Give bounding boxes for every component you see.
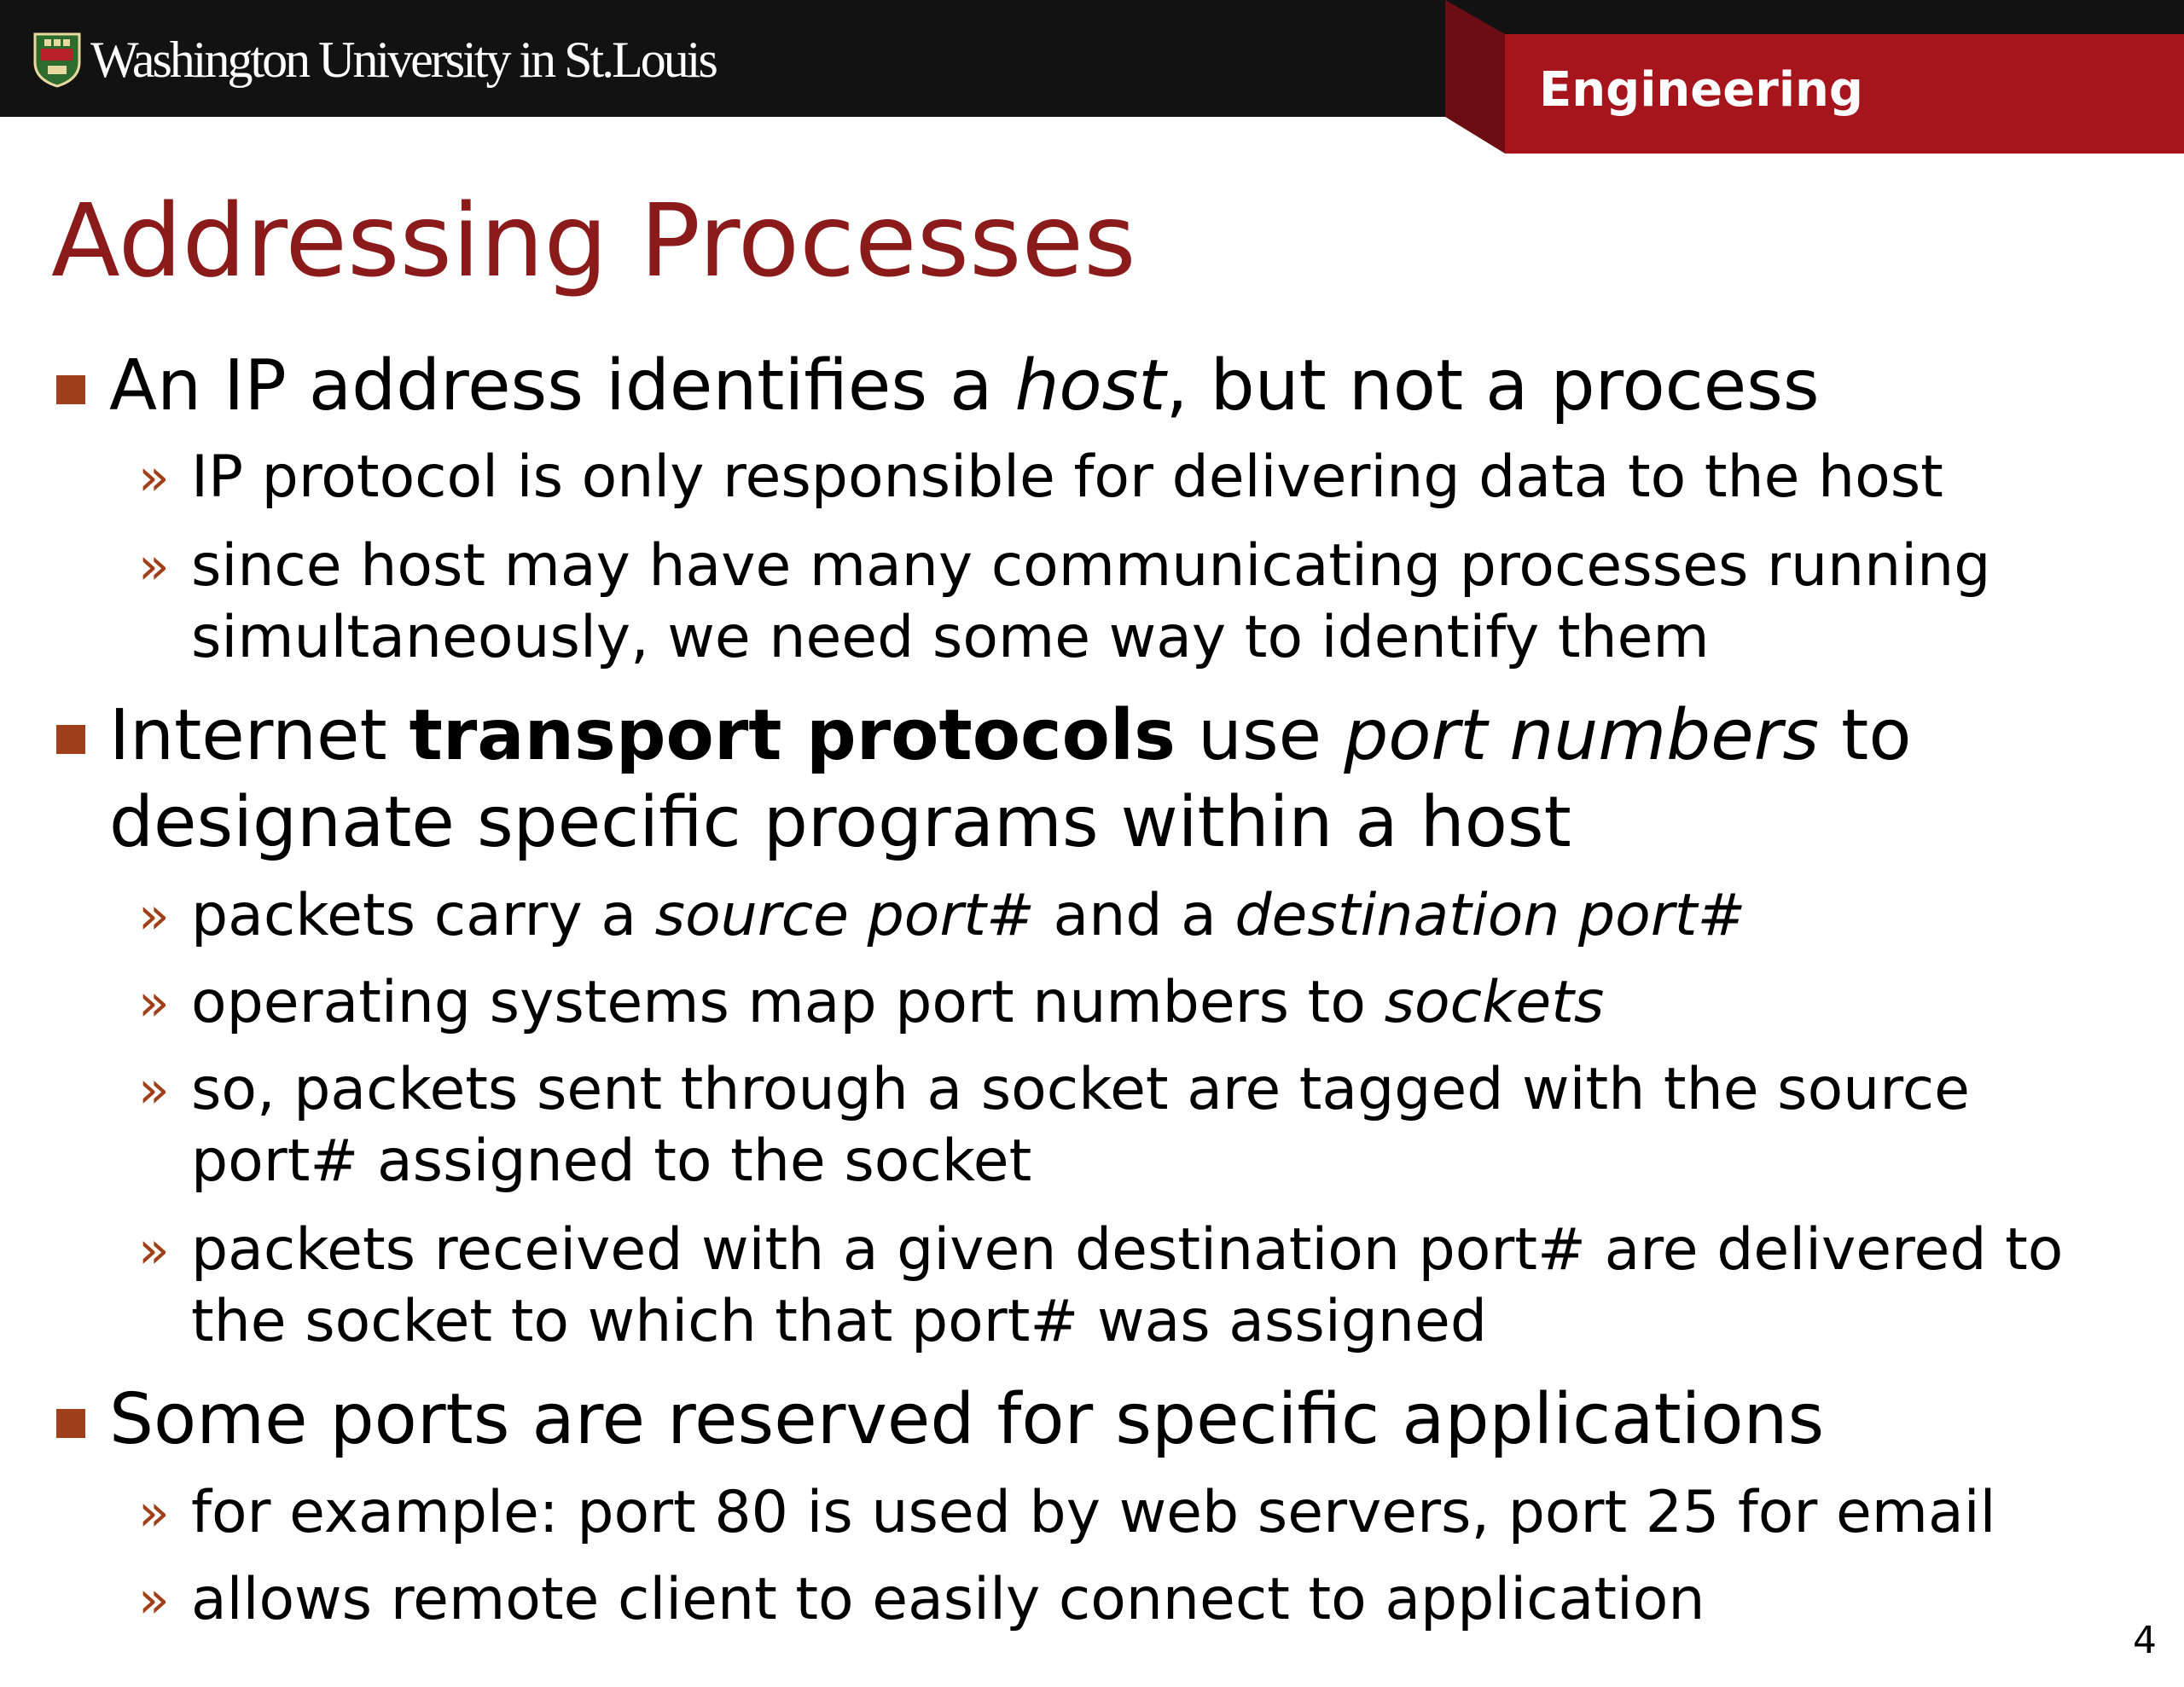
sub-bullet-text: the socket to which that port# was assigned — [191, 1288, 1487, 1355]
bullet-level1 — [109, 1377, 2157, 1464]
sub-bullet-text: allows remote client to easily connect to application — [191, 1566, 1705, 1633]
chevron-right-icon: » — [138, 536, 170, 596]
bullet-level2 — [138, 1477, 2170, 1549]
sub-bullet-text: packets carry a — [191, 882, 655, 949]
chevron-right-icon: » — [138, 1570, 170, 1630]
sub-bullet-line — [191, 967, 2170, 1039]
bullet-line: designate specific programs within a host — [109, 782, 1571, 863]
square-bullet-icon — [56, 725, 85, 754]
bullet-level2 — [138, 530, 2170, 674]
sub-bullet-italic-text: destination port# — [1234, 882, 1746, 949]
chevron-right-icon: » — [138, 973, 170, 1033]
chevron-right-icon: » — [138, 1060, 170, 1120]
university-name: Washington University in St.Louis — [90, 32, 716, 88]
sub-bullet-line — [191, 880, 2170, 952]
bullet-level2 — [138, 1215, 2170, 1358]
bullet-level1 — [109, 693, 2157, 867]
square-bullet-icon — [56, 375, 85, 404]
bullet-level1 — [109, 343, 2157, 430]
bullet-text: Internet — [109, 695, 410, 776]
page-number: 4 — [2133, 1619, 2157, 1662]
sub-bullet-text: packets received with a given destination port# are delivered to — [191, 1216, 2064, 1284]
bullet-line — [109, 693, 2157, 780]
chevron-right-icon: » — [138, 448, 170, 507]
bullet-italic-text: host — [1014, 345, 1166, 426]
sub-bullet-text: and a — [1034, 882, 1235, 949]
chevron-right-icon: » — [138, 1220, 170, 1280]
bullet-bold-text: transport protocols — [409, 695, 1176, 776]
bullet-text: to — [1819, 695, 1912, 776]
sub-bullet-text: for example: port 80 is used by web servers, port 25 for email — [191, 1479, 1996, 1546]
university-logo — [32, 31, 716, 89]
bullet-text: , but not a process — [1165, 345, 1820, 426]
sub-bullet-text: simultaneously, we need some way to identify them — [191, 604, 1710, 671]
bullet-text: Some ports are reserved for specific applications — [109, 1379, 1825, 1460]
square-bullet-icon — [56, 1409, 85, 1438]
slide-title: Addressing Processes — [51, 182, 1136, 299]
bullet-line — [109, 343, 2157, 430]
bullet-level2 — [138, 442, 2170, 513]
bullet-level2 — [138, 1564, 2170, 1636]
sub-bullet-text: IP protocol is only responsible for delivering data to the host — [191, 443, 1943, 511]
shield-icon — [32, 32, 82, 88]
sub-bullet-text: port# assigned to the socket — [191, 1128, 1032, 1195]
bullet-italic-text: port numbers — [1344, 695, 1820, 776]
chevron-right-icon: » — [138, 1483, 170, 1543]
bullet-text: use — [1175, 695, 1345, 776]
sub-bullet-text: so, packets sent through a socket are tagged with the source — [191, 1056, 1970, 1123]
sub-bullet-italic-text: source port# — [654, 882, 1035, 949]
sub-bullet-text: operating systems map port numbers to — [191, 969, 1385, 1036]
bullet-text: An IP address identifies a — [109, 345, 1015, 426]
bullet-level2 — [138, 967, 2170, 1039]
sub-bullet-text: since host may have many communicating processes running — [191, 532, 1991, 600]
school-label: Engineering — [1539, 62, 1863, 118]
bullet-level2 — [138, 1054, 2170, 1197]
bullet-level2 — [138, 880, 2170, 952]
chevron-right-icon: » — [138, 886, 170, 946]
sub-bullet-italic-text: sockets — [1384, 969, 1605, 1036]
